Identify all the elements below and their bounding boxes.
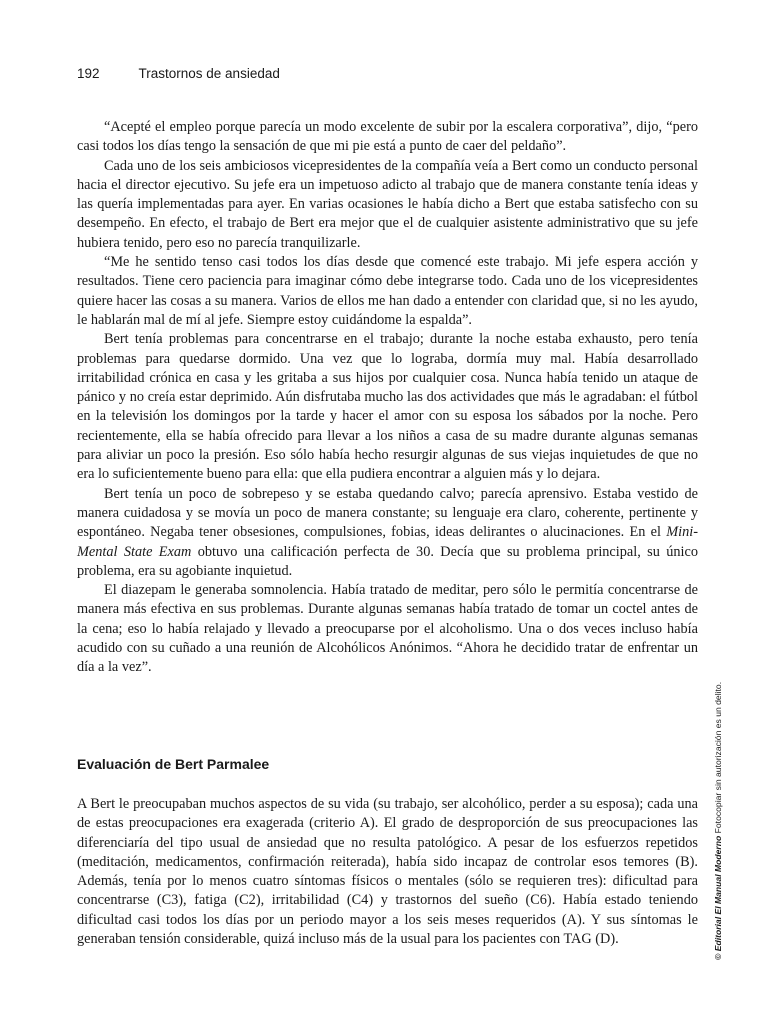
copyright-notice xyxy=(713,682,723,960)
paragraph-5-after: obtuvo una calificación perfecta de 30. Decía que su problema principal, su único problema, era su agobiante inquietud. xyxy=(77,543,698,579)
evaluation-body xyxy=(77,795,698,949)
chapter-title: Trastornos de ansiedad xyxy=(138,66,280,81)
running-header xyxy=(77,66,280,81)
paragraph-3: “Me he sentido tenso casi todos los días desde que comencé este trabajo. Mi jefe espera acción y resultados. Tiene cero paciencia para imaginar cómo debe integrarse todo. Cada uno de los vicepresidentes quiere hacer las cosas a su manera. Varios de ellos me han dado a entender con claridad que, si no les ayudo, le hablarán mal de mí al jefe. Siempre estoy cuidándome la espalda”. xyxy=(77,254,698,328)
section-heading: Evaluación de Bert Parmalee xyxy=(77,756,270,772)
test-name: Mini-Mental State Exam xyxy=(77,524,698,560)
paragraph-2: Cada uno de los seis ambiciosos vicepresidentes de la compañía veía a Bert como un conducto personal hacia el director ejecutivo. Su jefe era un impetuoso adicto al trabajo que de manera constante tenía ideas y las quería implementadas para ayer. En varias ocasiones le había dicho a Bert que estaba satisfecho con su desempeño. En efecto, el trabajo de Bert era mejor que el de cualquier asistente administrativo que su jefe hubiera tenido, pero eso no parecía tranquilizarle. xyxy=(77,157,698,251)
paragraph-5 xyxy=(77,485,698,581)
paragraph-5-before: Bert tenía un poco de sobrepeso y se estaba quedando calvo; parecía aprensivo. Estaba vestido de manera cuidadosa y se movía un poco de manera constante; su lenguaje era claro, coherente, pertinente y espontáneo. Negaba tener obsesiones, compulsiones, fobias, ideas delirantes o alucinaciones. En el xyxy=(77,485,698,541)
case-narrative xyxy=(77,118,698,678)
evaluation-paragraph: A Bert le preocupaban muchos aspectos de su vida (su trabajo, ser alcohólico, perder a su esposa); cada una de estas preocupaciones era exagerada (criterio A). El grado de desproporción de sus preocupaciones las diferenciaría del tipo usual de ansiedad que no resulta patológico. A pesar de los esfuerzos repetidos (meditación, medicamentos, confirmación reiterada), había sido incapaz de controlar esos temores (B). Además, tenía por lo menos cuatro síntomas físicos o mentales (sólo se requieren tres): dificultad para concentrarse (C3), fatiga (C2), irritabilidad (C4) y trastornos del sueño (C6). Había estado teniendo dificultad casi todos los días por un periodo mayor a los seis meses requeridos (A). Y sus síntomas le generaban tensión considerable, quizá incluso más de la usual para los pacientes con TAG (D). xyxy=(77,796,698,948)
page-number: 192 xyxy=(77,66,100,81)
paragraph-6: El diazepam le generaba somnolencia. Había tratado de meditar, pero sólo le permitía concentrarse de manera más efectiva en sus problemas. Durante algunas semanas había tratado de tomar un coctel antes de la cena; eso lo había relajado y llevado a preocuparse por el alcoholismo. Una o dos veces incluso había acudido con su cuñado a una reunión de Alcohólicos Anónimos. “Ahora he decidido tratar de enfrentar un día a la vez”. xyxy=(77,582,698,676)
publisher-credit: © Editorial El Manual Moderno xyxy=(713,835,723,960)
copy-warning: Fotocopiar sin autorización es un delito. xyxy=(713,681,723,834)
paragraph-4: Bert tenía problemas para concentrarse en el trabajo; durante la noche estaba exhausto, pero tenía problemas para quedarse dormido. Una vez que lo lograba, dormía muy mal. Había desarrollado irritabilidad crónica en casa y les gritaba a sus hijos por cualquier cosa. Nunca había tenido un ataque de pánico y no creía estar deprimido. Aún disfrutaba mucho las dos actividades que más le agradaban: el fútbol en la televisión los domingos por la tarde y hacer el amor con su esposa los sábados por la noche. Pero recientemente, ella se había ofrecido para llevar a los niños a casa de su madre durante algunas semanas para aliviar un poco la presión. Eso sólo había hecho resurgir algunas de sus viejas inquietudes de que no era lo suficientemente bueno para ella: que ella pudiera encontrar a alguien más y lo dejara. xyxy=(77,331,698,483)
paragraph-1: “Acepté el empleo porque parecía un modo excelente de subir por la escalera corporativa”, dijo, “pero casi todos los días tengo la sensación de que mi pie está a punto de caer del peldaño”. xyxy=(77,119,698,155)
